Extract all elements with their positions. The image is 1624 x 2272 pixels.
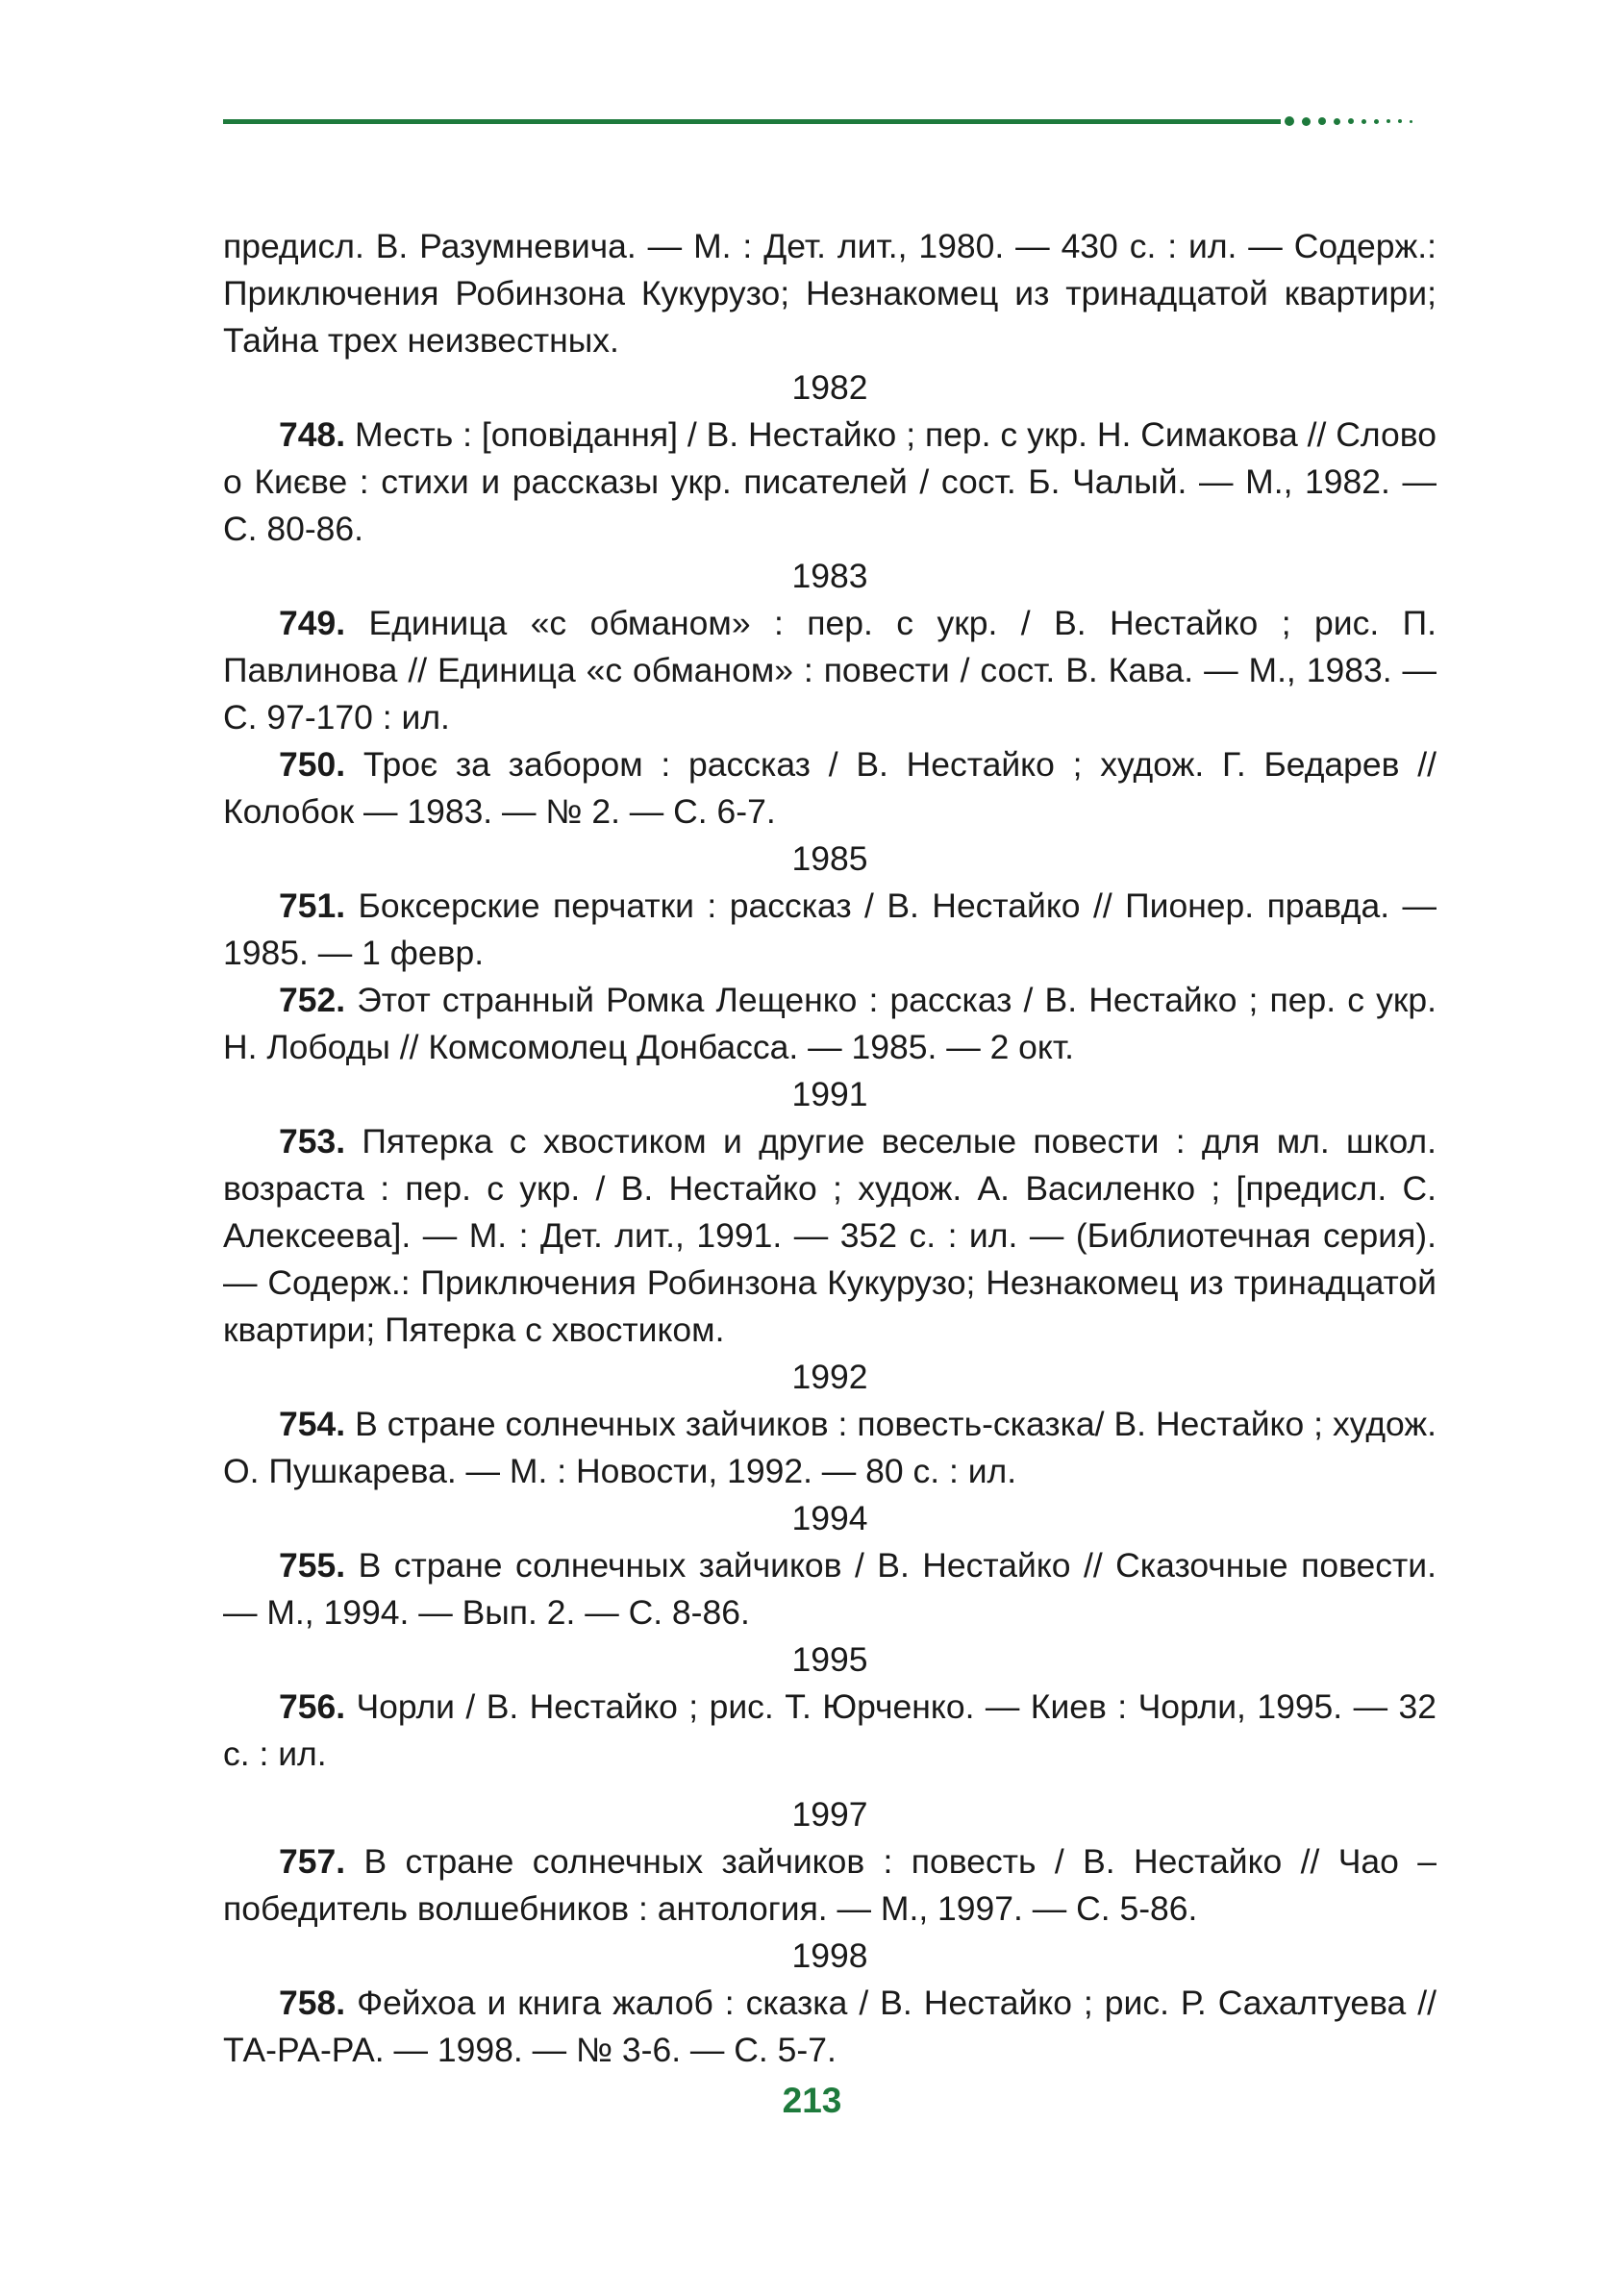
entry-text: Месть : [оповідання] / В. Нестайко ; пер. с укр. Н. Симакова // Слово о Києве : стихи и рассказы укр. писателей / сост. Б. Чалый. — М., 1982. — С. 80-86. <box>223 415 1437 548</box>
year-heading: 1995 <box>791 1640 868 1679</box>
entry-number: 755. <box>279 1546 346 1585</box>
spacer <box>223 1778 1437 1791</box>
bibliography-entry <box>223 883 1437 977</box>
entry-text: Троє за забором : рассказ / В. Нестайко ; худож. Г. Бедарев // Колобок — 1983. — № 2. — С. 6-7. <box>223 745 1437 831</box>
header-dot <box>1285 116 1294 126</box>
entry-number: 752. <box>279 981 346 1019</box>
year-heading: 1992 <box>791 1358 868 1396</box>
header-dot <box>1387 119 1390 123</box>
year-heading: 1997 <box>791 1795 868 1834</box>
entry-text: Боксерские перчатки : рассказ / В. Нестайко // Пионер. правда. — 1985. — 1 февр. <box>223 886 1437 972</box>
entry-number: 748. <box>279 415 346 454</box>
header-dot <box>1334 118 1340 125</box>
entry-number: 753. <box>279 1122 346 1161</box>
entry-text: Единица «с обманом» : пер. с укр. / В. Нестайко ; рис. П. Павлинова // Единица «с обманом» : повести / сост. В. Кава. — М., 1983. — С. 97-170 : ил. <box>223 604 1437 737</box>
header-rule <box>223 119 1281 124</box>
page-number: 213 <box>782 2081 842 2120</box>
header-dot <box>1410 120 1412 123</box>
bibliography-entry <box>223 1542 1437 1636</box>
header-dot <box>1374 119 1379 124</box>
bibliography-entry <box>223 412 1437 553</box>
entry-number: 757. <box>279 1842 346 1881</box>
bibliography-entry <box>223 1401 1437 1495</box>
bibliography-entry <box>223 1980 1437 2074</box>
entry-text: В стране солнечных зайчиков : повесть / В. Нестайко // Чао – победитель волшебников : антология. — М., 1997. — С. 5-86. <box>223 1842 1437 1928</box>
entry-number: 754. <box>279 1405 346 1443</box>
header-dot <box>1302 117 1311 126</box>
continued-entry-text: предисл. В. Разумневича. — М. : Дет. лит., 1980. — 430 с. : ил. — Содерж.: Приключения Робинзона Кукурузо; Незнакомец из тринадцатой квартири; Тайна трех неизвестных. <box>223 227 1437 360</box>
bibliography-entry <box>223 1684 1437 1778</box>
bibliography-entry <box>223 741 1437 836</box>
header-dot <box>1362 119 1366 124</box>
header-dot <box>1398 119 1402 123</box>
entry-number: 751. <box>279 886 346 925</box>
entry-number: 749. <box>279 604 346 642</box>
entry-number: 758. <box>279 1984 346 2022</box>
bibliography-entry <box>223 1838 1437 1933</box>
year-heading: 1998 <box>791 1936 868 1975</box>
year-heading: 1985 <box>791 839 868 878</box>
bibliography-entry <box>223 1118 1437 1354</box>
header-dots <box>1285 113 1438 129</box>
year-heading: 1983 <box>791 557 868 595</box>
entry-text: В стране солнечных зайчиков / В. Нестайко // Сказочные повести. — М., 1994. — Вып. 2. — С. 8-86. <box>223 1546 1437 1632</box>
entry-text: Пятерка с хвостиком и другие веселые повести : для мл. школ. возраста : пер. с укр. / В. Нестайко ; худож. А. Василенко ; [предисл. С. Алексеева]. — М. : Дет. лит., 1991. — 352 с. : ил. — (Библиотечная серия). — Содерж.: Приключения Робинзона Кукурузо; Незнакомец из тринадцатой квартири; Пятерка с хвостиком. <box>223 1122 1437 1349</box>
bibliography-entry <box>223 977 1437 1071</box>
bibliography-body <box>223 223 1437 2074</box>
header-dot <box>1348 118 1354 124</box>
entry-text: В стране солнечных зайчиков : повесть-сказка/ В. Нестайко ; худож. О. Пушкарева. — М. : Новости, 1992. — 80 с. : ил. <box>223 1405 1437 1490</box>
year-heading: 1991 <box>791 1075 868 1113</box>
entry-text: Чорли / В. Нестайко ; рис. Т. Юрченко. — Киев : Чорли, 1995. — 32 с. : ил. <box>223 1687 1437 1773</box>
year-heading: 1982 <box>791 368 868 407</box>
header-dot <box>1318 117 1326 125</box>
bibliography-entry <box>223 600 1437 741</box>
year-heading: 1994 <box>791 1499 868 1537</box>
entry-number: 756. <box>279 1687 346 1726</box>
entry-text: Этот странный Ромка Лещенко : рассказ / В. Нестайко ; пер. с укр. Н. Лободы // Комсомолец Донбасса. — 1985. — 2 окт. <box>223 981 1437 1066</box>
entry-number: 750. <box>279 745 346 784</box>
entry-text: Фейхоа и книга жалоб : сказка / В. Нестайко ; рис. Р. Сахалтуева // ТА-РА-РА. — 1998. — № 3-6. — С. 5-7. <box>223 1984 1437 2069</box>
